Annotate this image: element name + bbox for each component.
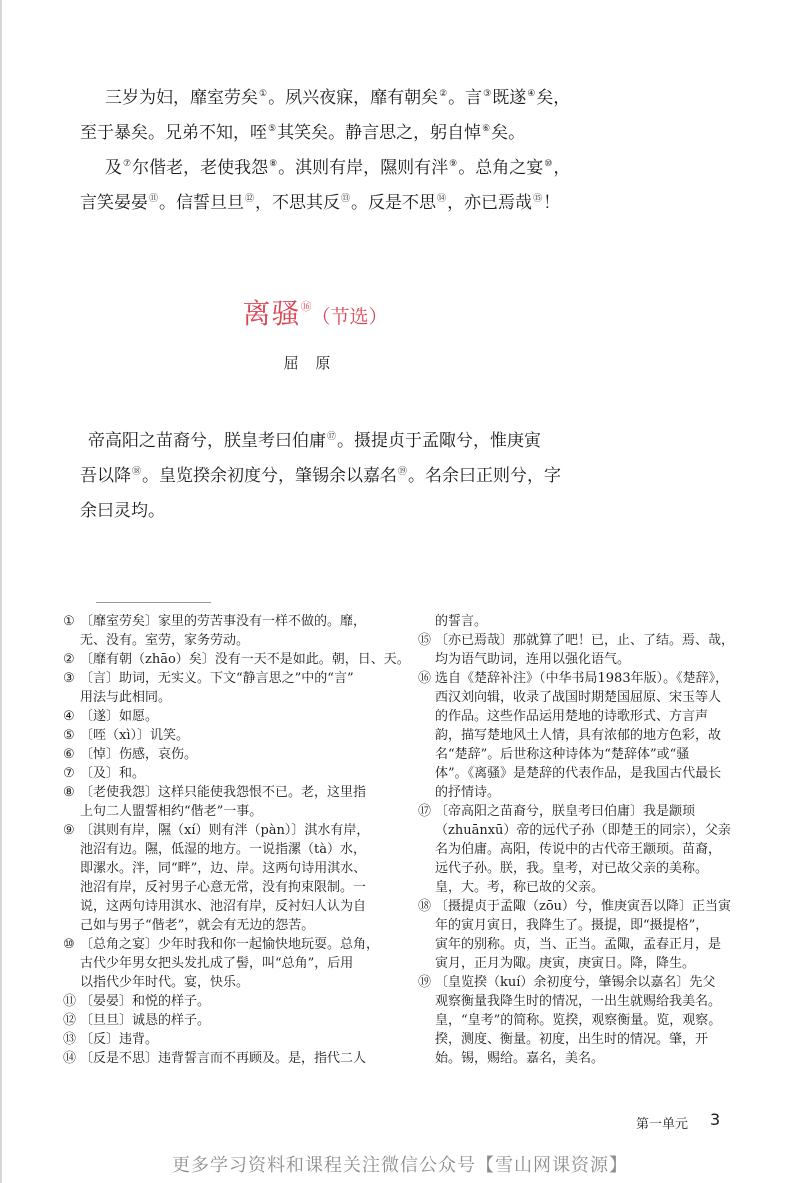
footnote-marker: ⑧ xyxy=(63,785,75,800)
footnote-marker xyxy=(418,612,435,631)
footnote-ref: ⑧ xyxy=(269,159,278,169)
footnote-marker: ⑬ xyxy=(63,1032,77,1047)
watermark-text: 更多学习资料和课程关注微信公众号【雪山网课资源】 xyxy=(172,1155,628,1176)
footnote-line: 〔老使我怨〕这样只能使我怨恨不已。老，这里指 xyxy=(80,785,367,800)
footnote-line: 皇，大。考，称已故的父亲。 xyxy=(435,880,605,895)
footnote-ref: ⑫ xyxy=(245,194,255,204)
footnote-marker: ⑫ xyxy=(63,1013,77,1028)
text-line: 帝高阳之苗裔兮，朕皇考曰伯庸⑰。摄提贞于孟陬兮，惟庚寅 xyxy=(88,431,542,451)
footnote-marker: ⑥ xyxy=(63,747,75,762)
footnote-line: 〔咥（xì）〕讥笑。 xyxy=(80,728,189,743)
footnote-line: 均为语气助词，连用以强化语气。 xyxy=(435,652,631,667)
footnote-line: 名为伯庸。高阳，传说中的古代帝王颛顼。苗裔， xyxy=(435,842,722,857)
footnote-text xyxy=(80,745,393,764)
footnote-ref: ⑤ xyxy=(268,124,277,134)
footnote-line: 己如与男子“偕老”，就会有无边的怨苦。 xyxy=(80,918,315,933)
footnote xyxy=(63,935,393,992)
footnote-line: 即漯水。泮，同“畔”，边、岸。这两句诗用淇水、 xyxy=(80,861,367,876)
footnote-ref: ⑦ xyxy=(123,159,132,169)
footnote-marker: ⑭ xyxy=(63,1051,77,1066)
footnote-line: 观察衡量我降生时的情况，一出生就赐给我美名。 xyxy=(435,994,722,1009)
footnote-line: 的抒情诗。 xyxy=(435,785,501,800)
footnote-line: 韵，描写楚地风土人情，具有浓郁的地方色彩，故 xyxy=(435,728,722,743)
footnote-ref: ⑩ xyxy=(544,159,553,169)
footnote xyxy=(63,745,393,764)
footnote-marker: ⑨ xyxy=(63,823,75,838)
footnote-marker: ⑰ xyxy=(418,804,432,819)
footnote-line: （zhuānxū）帝的远代子孙（即楚王的同宗），父亲 xyxy=(435,823,731,838)
footnote-text xyxy=(435,802,748,897)
footnote-ref: ⑲ xyxy=(398,467,408,477)
lisao-title xyxy=(0,292,630,332)
footnotes-left-column xyxy=(63,612,410,1068)
footnote-text xyxy=(80,1030,393,1049)
footnote-line: 古代少年男女把头发扎成了髻，叫“总角”，后用 xyxy=(80,956,354,971)
page-number: 3 xyxy=(710,1110,721,1129)
footnote-line: 〔言〕助词，无实义。下文“静言思之”中的“言” xyxy=(80,671,354,686)
footnote-ref: ⑮ xyxy=(533,194,543,204)
footnote-line: 〔反〕违背。 xyxy=(80,1032,159,1047)
lisao-paragraph xyxy=(80,425,560,527)
footnote-ref: ⑪ xyxy=(149,194,159,204)
poem-paragraph-1 xyxy=(80,82,571,152)
title-text: 离骚 xyxy=(242,297,301,330)
footnote-line: 〔皇览揆（kuí）余初度兮，肇锡余以嘉名〕先父 xyxy=(435,975,716,990)
footnote xyxy=(63,1011,393,1030)
footnote-line: 用法与此相同。 xyxy=(80,690,172,705)
text-line: 余曰灵均。 xyxy=(80,501,165,521)
footnote xyxy=(63,1049,393,1068)
footnote-text xyxy=(80,650,410,669)
footnote-ref: ⑥ xyxy=(482,124,491,134)
footnote-line: 皇，“皇考”的简称。览揆，观察衡量。览，观察。 xyxy=(435,1013,722,1028)
footnote xyxy=(63,669,393,707)
footnote-line: 说，这两句诗用淇水、池沼有岸，反衬妇人认为自 xyxy=(80,899,367,914)
footnote-marker: ③ xyxy=(63,671,75,686)
footnote-marker: ① xyxy=(63,614,75,629)
footnote-ref: ⑬ xyxy=(341,194,351,204)
footnote-marker: ⑯ xyxy=(418,671,432,686)
footnote-line: 寅月，正月为陬。庚寅，庚寅日。降，降生。 xyxy=(435,956,696,971)
footnote-line: 西汉刘向辑，收录了战国时期楚国屈原、宋玉等人 xyxy=(435,690,722,705)
footnote-line: 〔靡室劳矣〕家里的劳苦事没有一样不做的。靡， xyxy=(80,614,367,629)
footnote-line: 的誓言。 xyxy=(435,614,488,629)
footnote-line: 名“楚辞”。后世称这种诗体为“楚辞体”或“骚 xyxy=(435,747,690,762)
footnote-text xyxy=(435,631,748,669)
footnote xyxy=(63,821,393,935)
footnote-line: 〔亦已焉哉〕那就算了吧！已，止、了结。焉、哉， xyxy=(435,633,735,648)
footnote-text xyxy=(80,707,393,726)
footnote-line: 〔总角之宴〕少年时我和你一起愉快地玩耍。总角， xyxy=(80,937,380,952)
footnote-line: 以指代少年时代。宴，快乐。 xyxy=(80,975,250,990)
footnote-text xyxy=(80,783,393,821)
footnote xyxy=(418,612,748,631)
footnote-ref: ⑱ xyxy=(132,467,142,477)
footnote xyxy=(63,1030,393,1049)
text-line: 三岁为妇，靡室劳矣①。夙兴夜寐，靡有朝矣②。言③既遂④矣， xyxy=(105,88,571,108)
footnote xyxy=(63,726,393,745)
footnote-line: 的作品。这些作品运用楚地的诗歌形式、方言声 xyxy=(435,709,709,724)
footnote-line: 池沼有岸，反衬男子心意无常，没有拘束限制。一 xyxy=(80,880,367,895)
footnote xyxy=(63,612,393,650)
footnote xyxy=(418,802,748,897)
footnote-separator xyxy=(96,602,211,603)
footnotes-right-column xyxy=(418,612,748,1068)
footnote-line: 〔淇则有岸，隰（xí）则有泮（pàn）〕淇水有岸， xyxy=(80,823,370,838)
footnote-ref: ② xyxy=(439,89,448,99)
footnote-line: 上句二人盟誓相约“偕老”一事。 xyxy=(80,804,263,819)
footnote-text xyxy=(435,897,748,973)
footnote-line: 〔及〕和。 xyxy=(80,766,146,781)
footnote-text xyxy=(80,1049,393,1068)
footnote-line: 〔悼〕伤感，哀伤。 xyxy=(80,747,198,762)
text-line: 言笑晏晏⑪。信誓旦旦⑫，不思其反⑬。反是不思⑭，亦已焉哉⑮！ xyxy=(80,193,561,213)
footnote-marker: ⑲ xyxy=(418,975,432,990)
footnote-marker: ⑮ xyxy=(418,633,432,648)
footnote xyxy=(418,669,748,802)
footnote-marker: ⑪ xyxy=(63,994,77,1009)
footnote-text xyxy=(435,973,748,1068)
footnote xyxy=(418,631,748,669)
scan-edge xyxy=(0,0,2,1183)
unit-label: 第一单元 xyxy=(636,1117,689,1132)
footnote xyxy=(63,783,393,821)
footnote-line: 〔靡有朝（zhāo）矣〕没有一天不是如此。朝，日、天。 xyxy=(80,652,410,667)
footnote-line: 体”。《离骚》是楚辞的代表作品，是我国古代最长 xyxy=(435,766,722,781)
footnote-text xyxy=(80,821,393,935)
title-footnote-ref: ⑯ xyxy=(300,300,312,313)
footnote xyxy=(63,764,393,783)
footnote-line: 年的寅月寅日，我降生了。摄提，即“摄提格”， xyxy=(435,918,709,933)
footnote-text xyxy=(80,992,393,1011)
footnote-line: 〔晏晏〕和悦的样子。 xyxy=(80,994,211,1009)
footnote-marker: ④ xyxy=(63,709,75,724)
footnote-line: 选自《楚辞补注》（中华书局1983年版）。《楚辞》， xyxy=(435,671,729,686)
footnote xyxy=(63,992,393,1011)
footnote xyxy=(418,973,748,1068)
footnote-text xyxy=(435,669,748,802)
footnote-text xyxy=(435,612,748,631)
footnote xyxy=(418,897,748,973)
text-line: 及⑦尔偕老，老使我怨⑧。淇则有岸，隰则有泮⑨。总角之宴⑩， xyxy=(105,158,571,178)
text-line: 吾以降⑱。皇览揆余初度兮，肇锡余以嘉名⑲。名余曰正则兮，字 xyxy=(80,466,562,486)
poem-paragraph-2 xyxy=(80,152,571,222)
footnote-line: 〔帝高阳之苗裔兮，朕皇考曰伯庸〕我是颛顼 xyxy=(435,804,696,819)
footnote-line: 揆，测度、衡量。初度，出生时的情况。肇，开 xyxy=(435,1032,709,1047)
footnote-ref: ⑭ xyxy=(437,194,447,204)
footnote-marker: ⑦ xyxy=(63,766,75,781)
footnote-ref: ⑰ xyxy=(327,432,337,442)
text-line: 至于暴矣。兄弟不知，咥⑤其笑矣。静言思之，躬自悼⑥矣。 xyxy=(80,123,526,143)
footnote-text xyxy=(80,764,393,783)
footnote-marker: ⑤ xyxy=(63,728,75,743)
footnote-ref: ⑨ xyxy=(449,159,458,169)
footnote-marker: ② xyxy=(63,652,75,667)
footnote-line: 〔旦旦〕诚恳的样子。 xyxy=(80,1013,211,1028)
footnote-line: 始。锡，赐给。嘉名，美名。 xyxy=(435,1051,605,1066)
footnote xyxy=(63,650,410,669)
footnote-text xyxy=(80,669,393,707)
footnote-line: 远代子孙。朕，我。皇考，对已故父亲的美称。 xyxy=(435,861,709,876)
footnote-ref: ① xyxy=(259,89,268,99)
footnote-ref: ③ xyxy=(483,89,492,99)
footnote-marker: ⑩ xyxy=(63,937,75,952)
footnote xyxy=(63,707,393,726)
footnote-text xyxy=(80,726,393,745)
footnote-marker: ⑱ xyxy=(418,899,432,914)
footnote-line: 无、没有。室劳，家务劳动。 xyxy=(80,633,250,648)
footnote-text xyxy=(80,1011,393,1030)
footnote-ref: ④ xyxy=(527,89,536,99)
footnote-line: 池沼有边。隰，低湿的地方。一说指漯（tà）水， xyxy=(80,842,366,857)
footnote-line: 〔反是不思〕违背誓言而不再顾及。是，指代二人 xyxy=(80,1051,367,1066)
title-subtitle: （节选） xyxy=(311,306,388,328)
footnote-text xyxy=(80,612,393,650)
author-name: 屈 原 xyxy=(283,354,337,372)
footnote-line: 寅年的别称。贞，当、正当。孟陬，孟春正月，是 xyxy=(435,937,722,952)
footnote-line: 〔遂〕如愿。 xyxy=(80,709,159,724)
footnote-text xyxy=(80,935,393,992)
footnote-line: 〔摄提贞于孟陬（zōu）兮，惟庚寅吾以降〕正当寅 xyxy=(435,899,732,914)
